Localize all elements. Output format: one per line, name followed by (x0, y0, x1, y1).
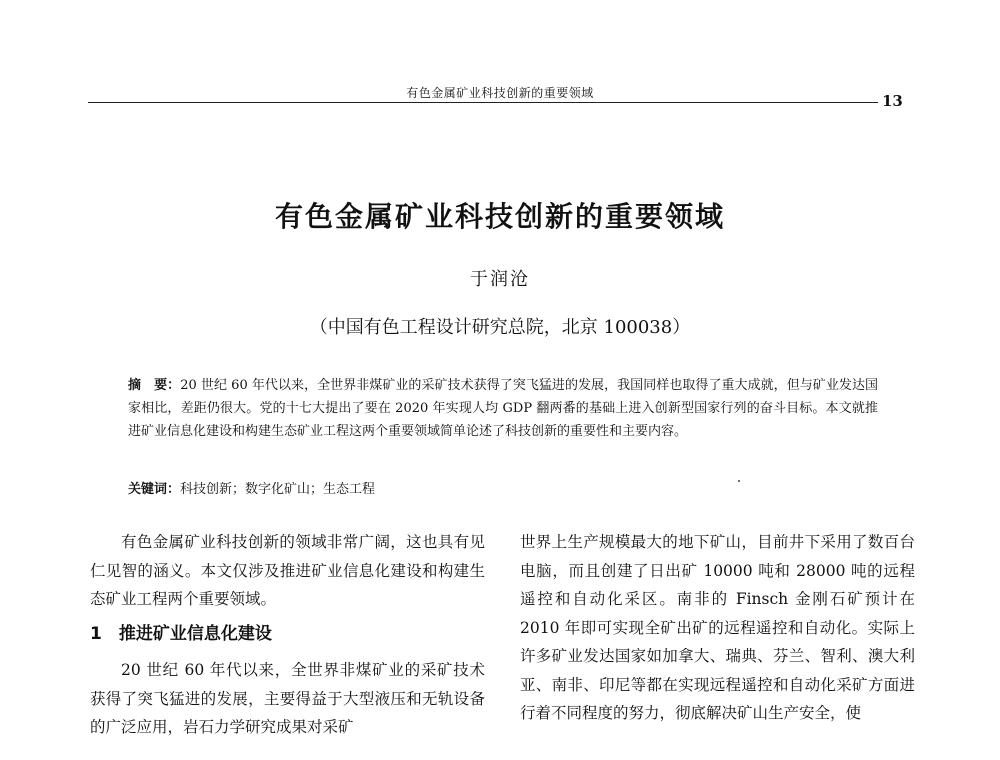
abstract-text: 20 世纪 60 年代以来，全世界非煤矿业的采矿技术获得了突飞猛进的发展，我国同样也取得了重大成就，但与矿业发达国家相比，差距仍很大。党的十七大提出了要在 2020 年实现人均 GDP 翻两番的基础上进入创新型国家行列的奋斗目标。本文就推进矿业信息化建设和构建生态矿业工程这两个重要领域简单论述了科技创新的重要性和主要内容。 (128, 378, 878, 439)
article-title: 有色金属矿业科技创新的重要领域 (274, 200, 725, 233)
section-1-paragraph: 20 世纪 60 年代以来，全世界非煤矿业的采矿技术获得了突飞猛进的发展，主要得益于大型液压和无轨设备的广泛应用，岩石力学研究成果对采矿 (90, 661, 485, 736)
keywords-label: 关键词： (128, 482, 181, 497)
section-1-heading: 1 推进矿业信息化建设 (90, 623, 272, 644)
body-column-right (520, 528, 915, 728)
body-column-left (90, 528, 485, 742)
intro-paragraph: 有色金属矿业科技创新的领域非常广阔，这也具有见仁见智的涵义。本文仅涉及推进矿业信息化建设和构建生态矿业工程两个重要领域。 (90, 533, 485, 608)
running-header (0, 84, 1000, 108)
running-title: 有色金属矿业科技创新的重要领域 (406, 86, 594, 100)
author-affiliation: （中国有色工程设计研究总院，北京 100038） (309, 317, 691, 338)
abstract (128, 374, 878, 443)
keywords-text: 科技创新；数字化矿山；生态工程 (180, 482, 376, 497)
right-column-paragraph: 世界上生产规模最大的地下矿山，目前井下采用了数百台电脑，而且创建了日出矿 10000 吨和 28000 吨的远程遥控和自动化采区。南非的 Finsch 金刚石矿预计在 2010 年即可实现全矿出矿的远程遥控和自动化。实际上许多矿业发达国家如加拿大、瑞典、芬兰、智利、澳大利亚、南非、印尼等都在实现远程遥控和自动化采矿方面进行着不同程度的努力，彻底解决矿山生产安全，使 (520, 533, 915, 722)
keywords (128, 478, 878, 501)
page-number: 13 (882, 92, 903, 110)
header-rule (88, 102, 878, 103)
abstract-label: 摘 要： (128, 378, 181, 393)
author-name: 于润沧 (470, 269, 530, 290)
stray-dot (738, 480, 740, 482)
